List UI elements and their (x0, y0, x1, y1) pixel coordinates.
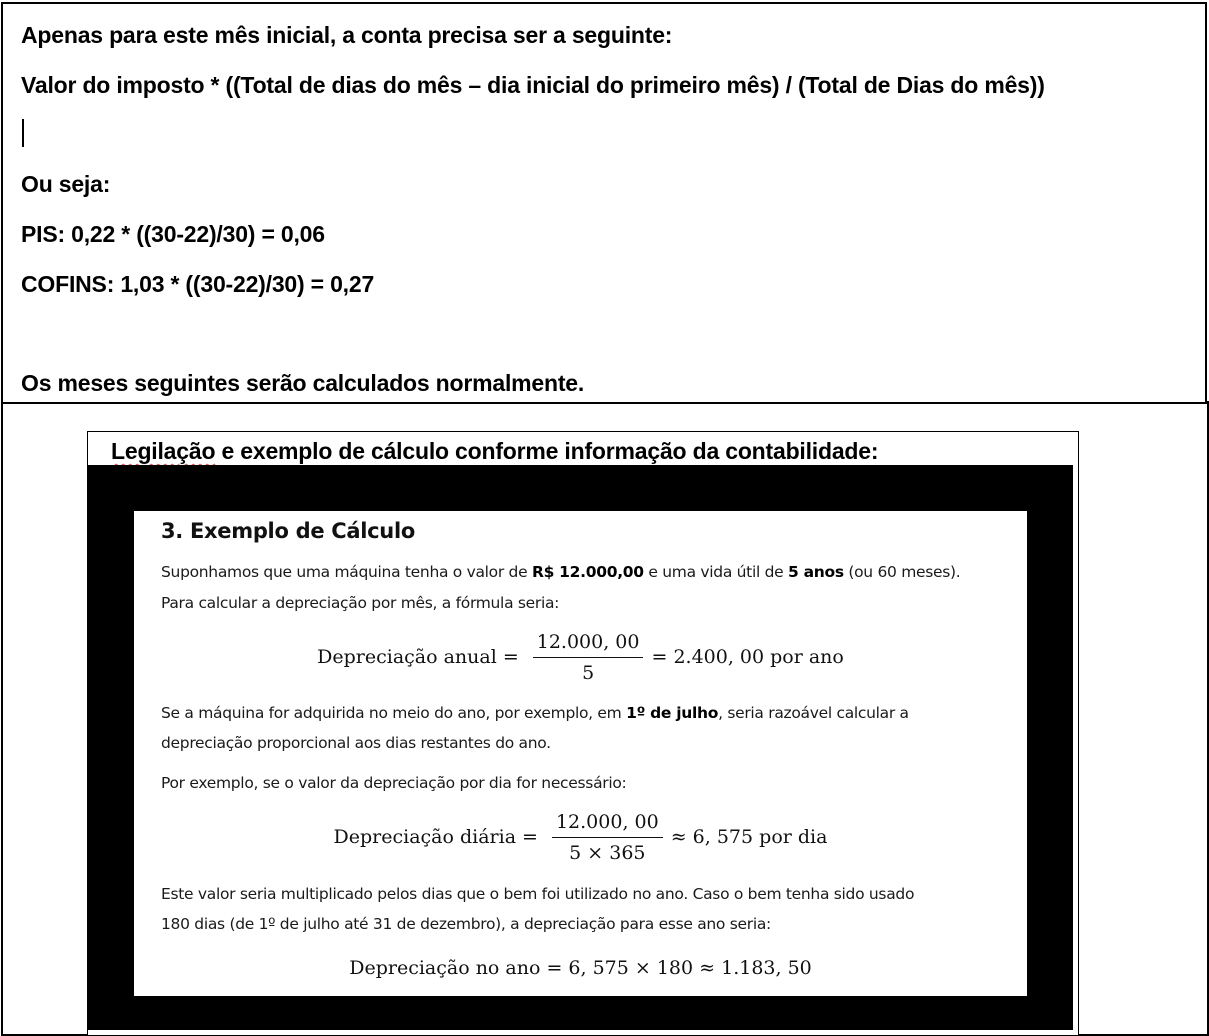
legislation-title (111, 437, 878, 465)
example-heading: 3. Exemplo de Cálculo (161, 519, 415, 543)
annual-denominator: 5 (582, 661, 595, 684)
formula-year: Depreciação no ano = 6, 575 × 180 ≈ 1.183, 50 (349, 957, 812, 979)
formula-daily: Depreciação diária = $\frac{12.000, 00}{5 \times 365}$ ≈ 6, 575 por dia (333, 810, 828, 864)
ou-seja-line: Ou seja: (21, 171, 111, 197)
intro-line: Apenas para este mês inicial, a conta precisa ser a seguinte: (21, 22, 673, 48)
paragraph-formula-intro: Para calcular a depreciação por mês, a fórmula seria: (161, 594, 560, 612)
daily-denominator: 5 × 365 (569, 841, 646, 864)
pis-line: PIS: 0,22 * ((30-22)/30) = 0,06 (21, 221, 325, 247)
closing-line: Os meses seguintes serão calculados normalmente. (21, 370, 585, 396)
calculation-example-card (134, 511, 1027, 996)
formula-line: Valor do imposto * ((Total de dias do mês – dia inicial do primeiro mês) / (Total de Dias do mês)) (21, 72, 1045, 98)
cofins-line: COFINS: 1,03 * ((30-22)/30) = 0,27 (21, 271, 375, 297)
paragraph-daily: Por exemplo, se o valor da depreciação por dia for necessário: (161, 774, 627, 792)
paragraph-proportional: depreciação proporcional aos dias restantes do ano. (161, 734, 551, 752)
daily-numerator: 12.000, 00 (552, 811, 663, 838)
instruction-box (1, 2, 1207, 404)
misspelled-word: Legilação (111, 438, 216, 464)
formula-annual: Depreciação anual = $\frac{12.000, 00}{5}$ = 2.400, 00 por ano (317, 630, 844, 684)
paragraph-machine-value: Suponhamos que uma máquina tenha o valor de R$ 12.000,00 e uma vida útil de 5 anos (ou 60 meses). (161, 563, 961, 581)
paragraph-july: Se a máquina for adquirida no meio do ano, por exemplo, em 1º de julho, seria razoável calcular a (161, 704, 909, 722)
paragraph-usage: Este valor seria multiplicado pelos dias que o bem foi utilizado no ano. Caso o bem tenha sido usado (161, 885, 915, 903)
paragraph-180-days: 180 dias (de 1º de julho até 31 de dezembro), a depreciação para esse ano seria: (161, 915, 771, 933)
text-cursor (22, 119, 24, 147)
legislation-title-rest: e exemplo de cálculo conforme informação da contabilidade: (215, 438, 879, 464)
annual-numerator: 12.000, 00 (533, 631, 644, 658)
